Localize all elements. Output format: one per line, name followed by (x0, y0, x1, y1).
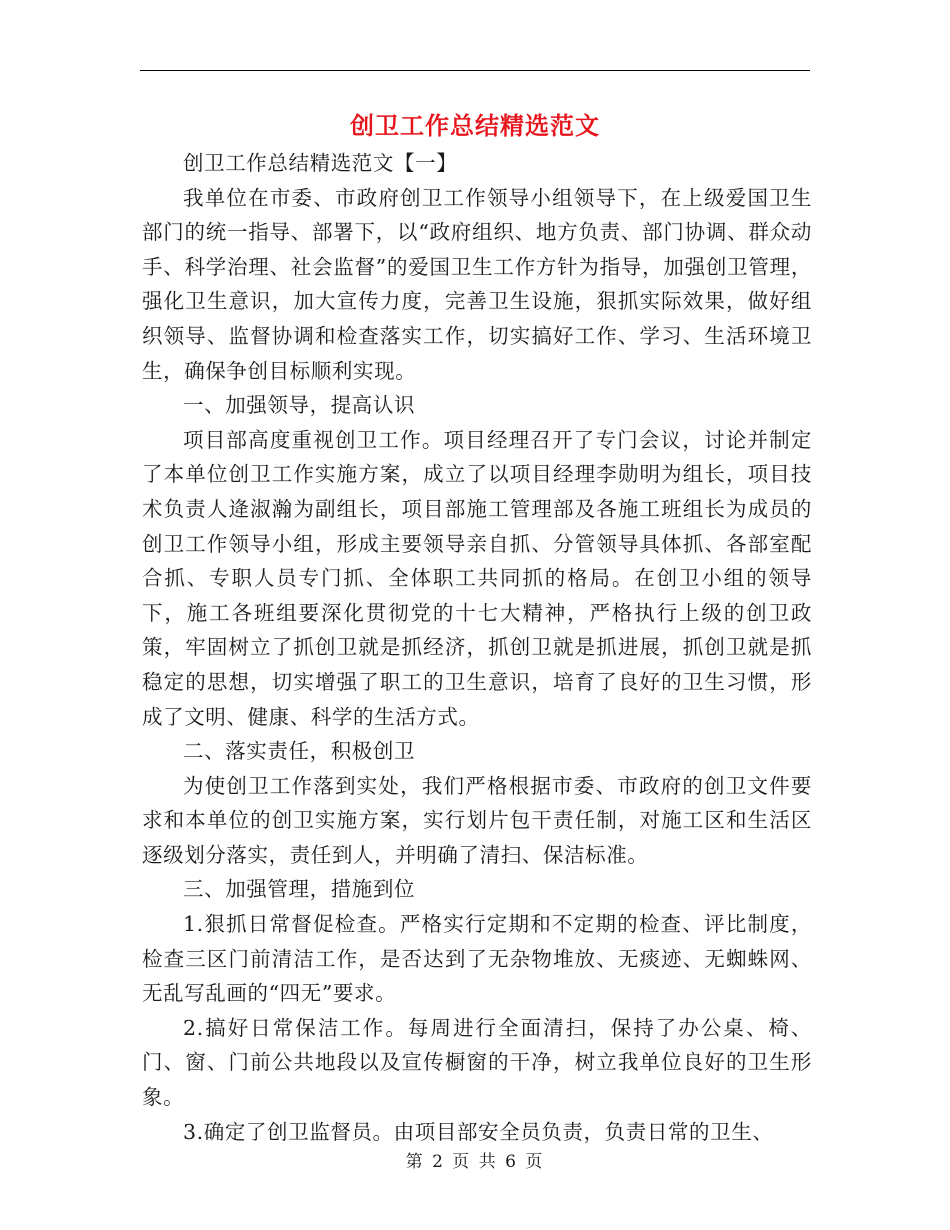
section-heading-3: 三、加强管理，措施到位 (183, 877, 416, 902)
section-heading-1: 一、加强领导，提高认识 (183, 393, 416, 418)
document-title: 创卫工作总结精选范文 (350, 111, 600, 140)
intro-paragraph: 我单位在市委、市政府创卫工作领导小组领导下，在上级爱国卫生部门的统一指导、部署下，以“政府组织、地方负责、部门协调、群众动手、科学治理、社会监督”的爱国卫生工作方针为指导，加强创卫管理，强化卫生意识，加大宣传力度，完善卫生设施，狠抓实际效果，做好组织领导、监督协调和检查落实工作，切实搞好工作、学习、生活环境卫生，确保争创目标顺利实现。 (142, 185, 812, 383)
list-item-2: 2.搞好日常保洁工作。每周进行全面清扫，保持了办公桌、椅、门、窗、门前公共地段以及宣传橱窗的干净，树立我单位良好的卫生形象。 (142, 1015, 812, 1110)
section-heading-2: 二、落实责任，积极创卫 (183, 739, 416, 764)
section-1-paragraph: 项目部高度重视创卫工作。项目经理召开了专门会议，讨论并制定了本单位创卫工作实施方案，成立了以项目经理李勋明为组长，项目技术负责人逄淑瀚为副组长，项目部施工管理部及各施工班组长为成员的创卫工作领导小组，形成主要领导亲自抓、分管领导具体抓、各部室配合抓、专职人员专门抓、全体职工共同抓的格局。在创卫小组的领导下，施工各班组要深化贯彻党的十七大精神，严格执行上级的创卫政策，牢固树立了抓创卫就是抓经济，抓创卫就是抓进展，抓创卫就是抓稳定的思想，切实增强了职工的卫生意识，培育了良好的卫生习惯，形成了文明、健康、科学的生活方式。 (142, 427, 812, 729)
page-number-label: 第 2 页 共 6 页 (405, 1152, 545, 1172)
section-2-paragraph: 为使创卫工作落到实处，我们严格根据市委、市政府的创卫文件要求和本单位的创卫实施方案，实行划片包干责任制，对施工区和生活区逐级划分落实，责任到人，并明确了清扫、保洁标准。 (142, 773, 812, 867)
list-item-1: 1.狠抓日常督促检查。严格实行定期和不定期的检查、评比制度，检查三区门前清洁工作，是否达到了无杂物堆放、无痰迹、无蜘蛛网、无乱写乱画的“四无”要求。 (142, 912, 812, 1006)
subtitle-paragraph: 创卫工作总结精选范文【一】 (183, 151, 458, 175)
document-body (142, 146, 812, 1149)
list-item-3: 3.确定了创卫监督员。由项目部安全员负责，负责日常的卫生、 (183, 1119, 774, 1144)
header-rule (140, 70, 810, 71)
page-footer (0, 1150, 950, 1174)
